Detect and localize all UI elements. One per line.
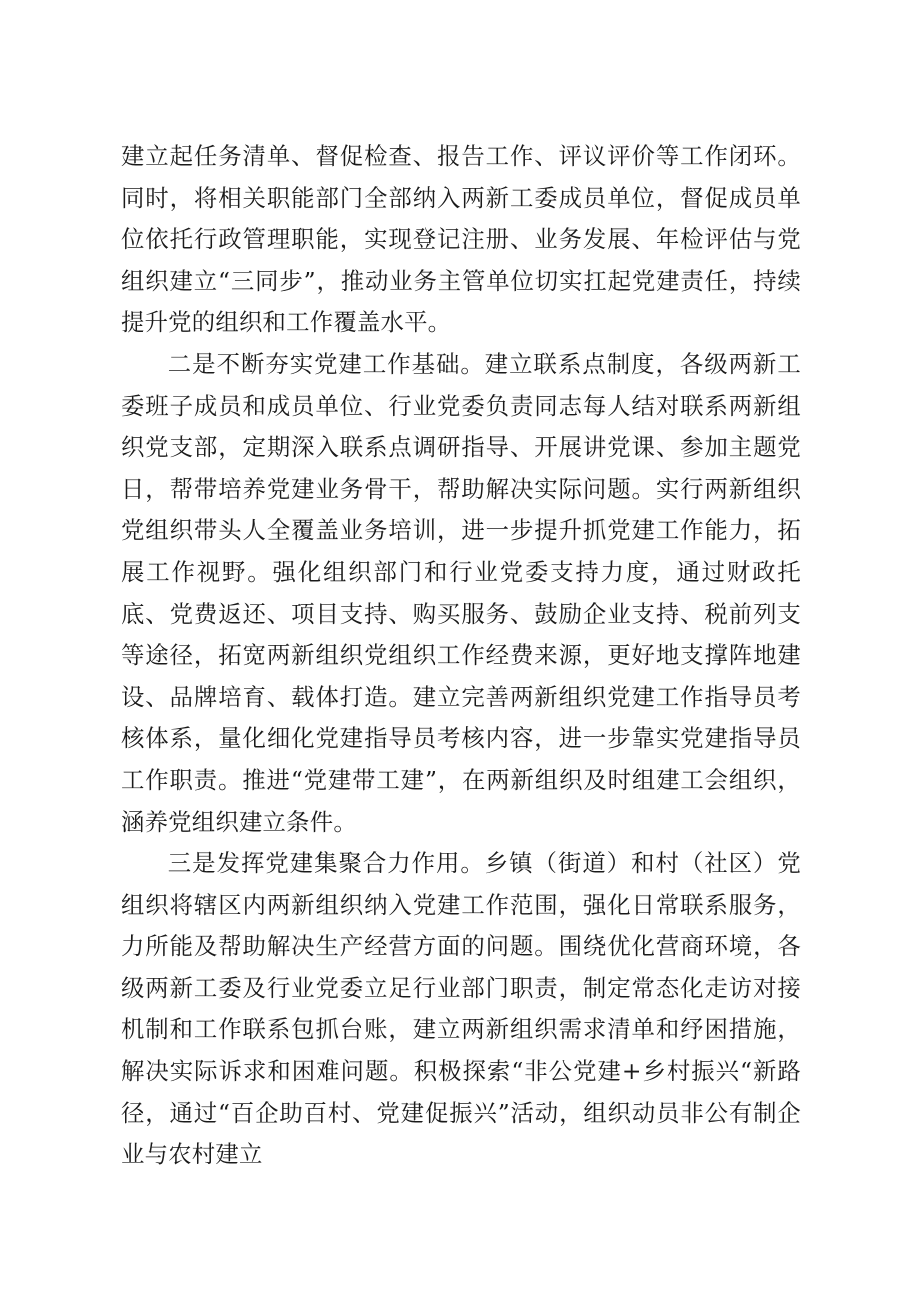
paragraph-three-synergy-role: 三是发挥党建集聚合力作用。乡镇（街道）和村（社区）党组织将辖区内两新组织纳入党建工作范围，强化日常联系服务，力所能及帮助解决生产经营方面的问题。围绕优化营商环境，各级两新工委及行业党委立足行业部门职责，制定常态化走访对接机制和工作联系包抓台账，建立两新组织需求清单和纾困措施，解决实际诉求和困难问题。积极探索“非公党建+乡村振兴“新路径，通过“百企助百村、党建促振兴”活动，组织动员非公有制企业与农村建立 bbox=[121, 849, 801, 1169]
paragraph-two-consolidate-foundation: 二是不断夯实党建工作基础。建立联系点制度，各级两新工委班子成员和成员单位、行业党委负责同志每人结对联系两新组织党支部，定期深入联系点调研指导、开展讲党课、参加主题党日，帮带培养党建业务骨干，帮助解决实际问题。实行两新组织党组织带头人全覆盖业务培训，进一步提升抓党建工作能力，拓展工作视野。强化组织部门和行业党委支持力度，通过财政托底、党费返还、项目支持、购买服务、鼓励企业支持、税前列支等途径，拓宽两新组织党组织工作经费来源，更好地支撑阵地建设、品牌培育、载体打造。建立完善两新组织党建工作指导员考核体系，量化细化党建指导员考核内容，进一步靠实党建指导员工作职责。推进“党建带工建”，在两新组织及时组建工会组织，涵养党组织建立条件。 bbox=[121, 349, 801, 836]
document-body bbox=[121, 136, 801, 1176]
paragraph-continuation: 建立起任务清单、督促检查、报告工作、评议评价等工作闭环。同时，将相关职能部门全部纳入两新工委成员单位，督促成员单位依托行政管理职能，实现登记注册、业务发展、年检评估与党组织建立“三同步”，推动业务主管单位切实扛起党建责任，持续提升党的组织和工作覆盖水平。 bbox=[121, 142, 801, 337]
